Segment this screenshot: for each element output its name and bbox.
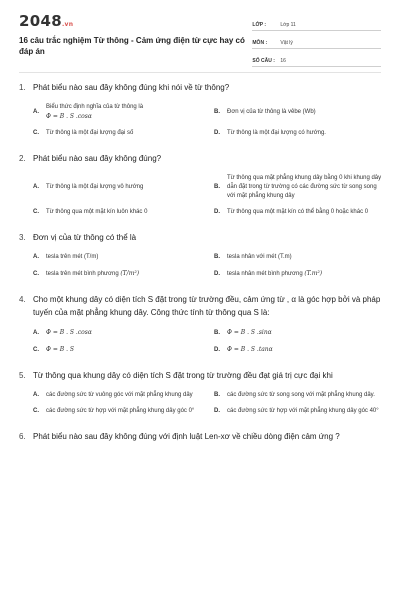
logo-suffix: .vn [61, 21, 74, 28]
answer-option[interactable] [214, 174, 385, 201]
option-letter: A. [33, 329, 39, 336]
answer-option[interactable] [33, 391, 204, 400]
option-label: Từ thông là một đại lượng có hướng. [227, 130, 326, 136]
answer-option[interactable] [33, 103, 204, 122]
option-label: các đường sức từ hợp với mặt phẳng khung dây góc 40° [227, 408, 379, 414]
option-letter: C. [33, 209, 39, 215]
option-label: Từ thông qua một mặt kín có thể bằng 0 hoặc khác 0 [227, 209, 369, 215]
answer-options [19, 103, 381, 138]
option-formula: Φ = B . S .cosα [46, 329, 92, 336]
question-number: 3. [19, 233, 26, 242]
answer-option[interactable] [214, 269, 385, 279]
question-block [19, 231, 381, 279]
answer-option[interactable] [214, 328, 385, 338]
option-label: tesla nhân với mét (T.m) [227, 254, 292, 260]
meta-value: Vật lý [280, 40, 293, 46]
meta-row-count [252, 52, 381, 67]
answer-option[interactable] [214, 103, 385, 122]
answer-option[interactable] [214, 208, 385, 217]
answer-option[interactable] [33, 174, 204, 201]
option-letter: A. [33, 392, 39, 398]
question-header [19, 231, 381, 244]
meta-label: LỚP : [252, 22, 267, 28]
question-text: Từ thông qua khung dây có diện tích S đặt trong từ trường đều đạt giá trị cực đại khi [33, 371, 333, 380]
option-label: Từ thông qua một mặt kín luôn khác 0 [46, 209, 148, 215]
question-text: Phát biểu nào sau đây không đúng khi nói về từ thông? [33, 83, 230, 92]
option-label: Từ thông qua mặt phẳng khung dây bằng 0 khi khung dây dẫn đặt trong từ trường có các đường sức từ song song với mặt phẳng khung dây [227, 175, 382, 199]
question-header [19, 152, 381, 165]
question-header [19, 369, 381, 382]
option-text [46, 407, 204, 416]
answer-options [19, 328, 381, 355]
option-letter: A. [33, 254, 39, 260]
option-label: Từ thông là một đại lượng vô hướng [46, 184, 144, 190]
option-letter: B. [214, 329, 220, 336]
option-text [46, 391, 204, 400]
question-block [19, 369, 381, 416]
question-text: Đơn vị của từ thông có thể là [33, 233, 137, 242]
option-label: tesla nhân mét bình phương [227, 271, 303, 277]
question-text: Phát biểu nào sau đây không đúng? [33, 154, 162, 163]
option-label: Đơn vị của từ thông là vêbe (Wb) [227, 109, 316, 115]
question-block [19, 81, 381, 138]
option-text [227, 269, 385, 279]
option-text [227, 407, 385, 416]
site-logo[interactable] [19, 12, 252, 30]
answer-option[interactable] [33, 253, 204, 262]
option-letter: C. [33, 270, 39, 277]
option-formula: (T.m²) [304, 270, 323, 277]
answer-option[interactable] [33, 328, 204, 338]
answer-option[interactable] [214, 391, 385, 400]
option-letter: C. [33, 130, 39, 136]
option-letter: B. [214, 184, 220, 190]
brand-block [19, 12, 252, 72]
option-text [46, 253, 204, 262]
answer-options [19, 391, 381, 416]
question-number: 2. [19, 154, 26, 163]
answer-option[interactable] [33, 269, 204, 279]
option-label: Biểu thức định nghĩa của từ thông là [46, 104, 144, 110]
answer-option[interactable] [214, 129, 385, 138]
option-label: Từ thông là một đại lượng đại số [46, 130, 134, 136]
meta-label: SỐ CÂU : [252, 58, 275, 64]
option-letter: D. [214, 346, 220, 353]
question-number: 5. [19, 371, 26, 380]
meta-value: 16 [280, 58, 286, 64]
question-header [19, 430, 381, 443]
header [19, 0, 381, 72]
answer-option[interactable] [214, 253, 385, 262]
option-letter: B. [214, 109, 220, 115]
question-block [19, 430, 381, 443]
option-text [227, 253, 385, 262]
question-header [19, 81, 381, 94]
answer-option[interactable] [214, 407, 385, 416]
option-letter: C. [33, 408, 39, 414]
option-label: các đường sức từ song song với mặt phẳng khung dây. [227, 392, 375, 398]
option-text [46, 103, 204, 122]
option-text [46, 345, 204, 355]
answer-option[interactable] [214, 345, 385, 355]
question-block [19, 152, 381, 217]
option-formula: Φ = B . S .cosα [46, 113, 92, 120]
question-block [19, 293, 381, 355]
option-label: tesla trên mét (T/m) [46, 254, 99, 260]
option-text [227, 328, 385, 338]
option-letter: A. [33, 109, 39, 115]
option-letter: D. [214, 209, 220, 215]
question-number: 4. [19, 295, 26, 304]
option-formula: Φ = B . S .tanα [227, 346, 273, 353]
answer-option[interactable] [33, 407, 204, 416]
answer-option[interactable] [33, 129, 204, 138]
question-number: 6. [19, 432, 26, 441]
option-text [227, 208, 385, 217]
option-text [227, 345, 385, 355]
option-text [227, 108, 385, 117]
option-text [46, 269, 204, 279]
option-text [227, 391, 385, 400]
option-formula: (T/m²) [120, 270, 140, 277]
answer-option[interactable] [33, 345, 204, 355]
answer-option[interactable] [33, 208, 204, 217]
question-number: 1. [19, 83, 26, 92]
document-title: 16 câu trắc nghiệm Từ thông - Cảm ứng điện từ cực hay có đáp án [19, 36, 245, 56]
meta-value: Lớp 11 [280, 22, 296, 28]
logo-text: 2048 [19, 12, 62, 30]
option-letter: D. [214, 408, 220, 414]
option-text [227, 174, 385, 201]
option-label: tesla trên mét bình phương [46, 271, 119, 277]
option-formula: Φ = B . S [46, 346, 75, 353]
question-list [19, 81, 381, 443]
option-text [46, 183, 204, 192]
question-text: Cho một khung dây có diện tích S đặt trong từ trường đều, cảm ứng từ , α là góc hợp bởi và pháp tuyến của mặt phẳng khung dây. Công thức tính từ thông qua S là: [33, 295, 381, 317]
meta-row-subject [252, 34, 381, 49]
option-text [46, 328, 204, 338]
question-text: Phát biểu nào sau đây không đúng với định luật Len-xơ về chiều dòng điện cảm ứng ? [33, 432, 340, 441]
option-letter: D. [214, 270, 220, 277]
option-letter: B. [214, 392, 220, 398]
header-divider [19, 72, 381, 73]
option-letter: B. [214, 254, 220, 260]
option-label: các đường sức từ hợp với mặt phẳng khung dây góc 0° [46, 408, 195, 414]
meta-label: MÔN : [252, 40, 268, 46]
answer-options [19, 253, 381, 279]
option-text [46, 129, 204, 138]
meta-row-class [252, 16, 381, 31]
meta-info [252, 16, 381, 72]
option-text [227, 129, 385, 138]
option-letter: A. [33, 184, 39, 190]
option-text [46, 208, 204, 217]
option-letter: D. [214, 130, 220, 136]
option-formula: Φ = B . S .sinα [227, 329, 272, 336]
option-label: các đường sức từ vuông góc với mặt phẳng khung dây [46, 392, 193, 398]
question-header [19, 293, 381, 319]
answer-options [19, 174, 381, 217]
option-letter: C. [33, 346, 39, 353]
